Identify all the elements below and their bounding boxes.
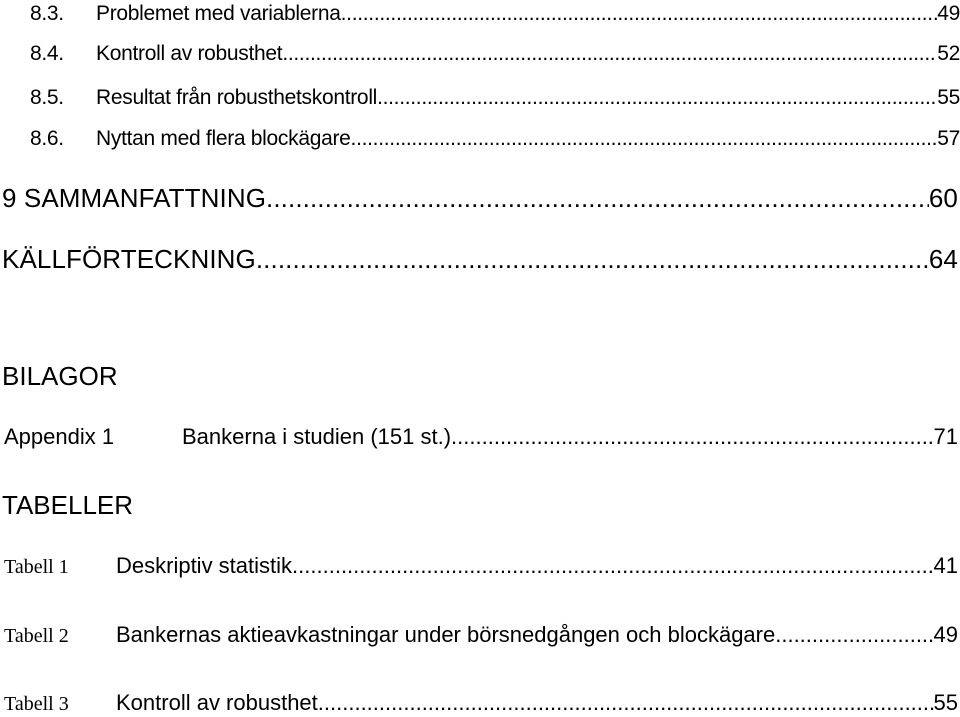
toc-entry-title: Nyttan med flera blockägare — [96, 127, 351, 150]
toc-entry-title: Resultat från robusthetskontroll — [96, 86, 378, 109]
toc-entry-number: 8.3. — [30, 2, 64, 25]
dot-leader — [451, 424, 933, 450]
toc-entry-8-5[interactable] — [30, 86, 960, 110]
table-entry-1[interactable] — [4, 553, 958, 580]
dot-leader — [341, 2, 938, 26]
dot-leader — [377, 86, 937, 110]
table-entry-2[interactable] — [4, 622, 958, 649]
dot-leader — [351, 127, 938, 151]
table-title: Bankernas aktieavkastningar under börsnedgången och blockägare — [116, 622, 776, 647]
toc-entry-page: 64 — [928, 244, 958, 274]
toc-entry-title: KÄLLFÖRTECKNING — [2, 244, 256, 274]
appendix-page: 71 — [933, 424, 958, 449]
toc-entry-page: 52 — [937, 42, 960, 65]
toc-entry-kallforteckning[interactable] — [2, 244, 958, 274]
table-label: Tabell 2 — [4, 625, 69, 647]
tables-heading: TABELLER — [2, 490, 134, 520]
dot-leader — [282, 42, 937, 66]
table-entry-3[interactable] — [4, 690, 958, 717]
table-title: Kontroll av robusthet — [116, 690, 318, 715]
dot-leader — [256, 244, 929, 274]
dot-leader — [266, 183, 929, 213]
table-page: 41 — [933, 553, 958, 578]
table-title: Deskriptiv statistik — [116, 553, 293, 578]
table-label: Tabell 1 — [4, 556, 69, 578]
dot-leader — [292, 553, 933, 579]
appendices-heading: BILAGOR — [2, 361, 118, 391]
toc-entry-title: Kontroll av robusthet — [96, 42, 283, 65]
toc-entry-page: 55 — [937, 86, 960, 109]
table-label: Tabell 3 — [4, 693, 69, 715]
toc-entry-8-3[interactable] — [30, 2, 960, 26]
toc-entry-8-6[interactable] — [30, 127, 960, 151]
toc-entry-title: Problemet med variablerna — [96, 2, 341, 25]
toc-entry-8-4[interactable] — [30, 42, 960, 66]
appendix-entry-1[interactable] — [4, 424, 958, 450]
appendix-title: Bankerna i studien (151 st.) — [182, 424, 452, 449]
toc-entry-sammanfattning[interactable] — [2, 183, 958, 213]
toc-entry-page: 49 — [937, 2, 960, 25]
table-page: 55 — [933, 690, 958, 715]
toc-entry-number: 8.4. — [30, 42, 64, 65]
toc-entry-number: 8.6. — [30, 127, 64, 150]
dot-leader — [775, 622, 933, 648]
toc-entry-title: 9 SAMMANFATTNING — [2, 183, 267, 213]
dot-leader — [318, 690, 934, 716]
toc-entry-page: 60 — [928, 183, 958, 213]
toc-entry-number: 8.5. — [30, 86, 64, 109]
toc-entry-page: 57 — [937, 127, 960, 150]
appendix-label: Appendix 1 — [4, 424, 115, 449]
table-page: 49 — [933, 622, 958, 647]
